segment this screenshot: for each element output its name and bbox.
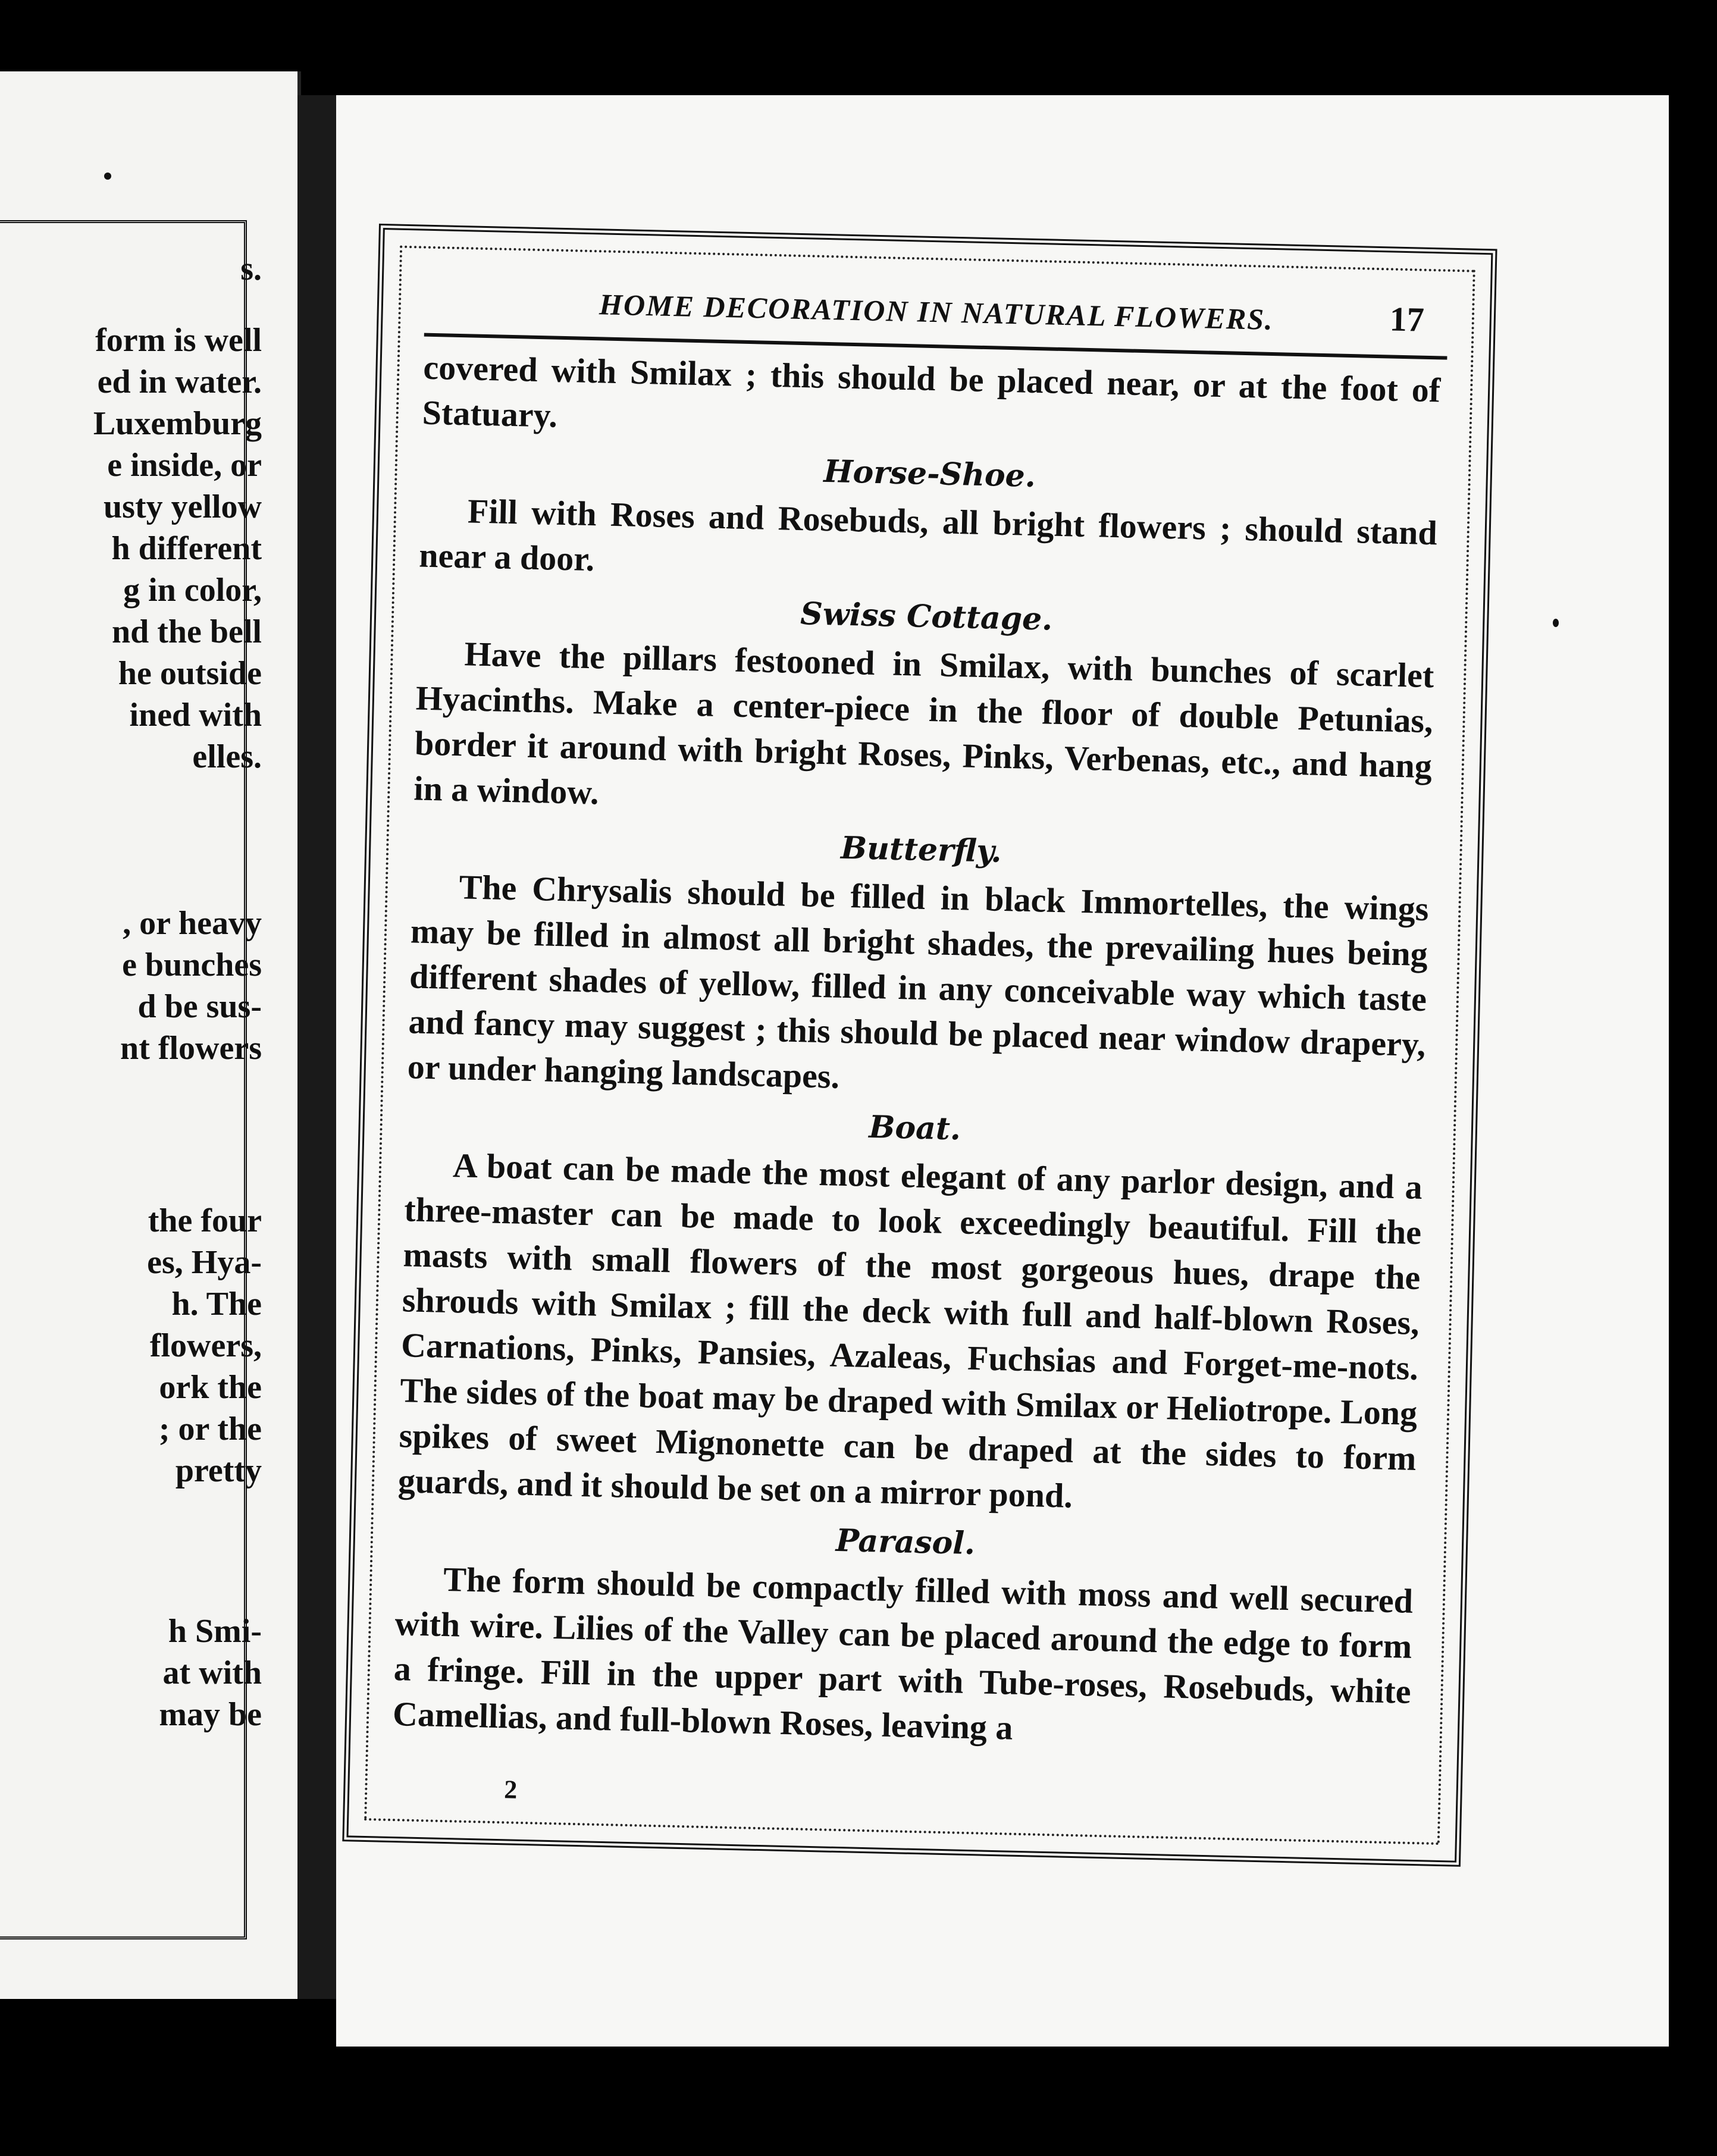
- left-page-line: h. The: [171, 1286, 262, 1323]
- section-heading: Swiss Cottage.: [800, 596, 1053, 638]
- left-page-line: s.: [240, 250, 262, 287]
- section-heading: Boat.: [868, 1108, 961, 1148]
- left-page-line: e bunches: [122, 947, 262, 983]
- left-page-line: ed in water.: [97, 363, 262, 400]
- left-page-line: usty yellow: [104, 488, 262, 525]
- left-facing-page: [0, 71, 301, 1999]
- ink-speck: [1553, 619, 1559, 627]
- section-heading: Butterfly.: [840, 829, 1002, 870]
- left-page-line: d be sus-: [137, 988, 262, 1025]
- paragraph: A boat can be made the most elegant of any parlor design, and a three-master can be made to look exceedingly beautiful. Fill the masts with small flowers of the most gorgeous hues, drape the shrouds with Smilax ; fill the deck with full and half-blown Roses, Carnations, Pinks, Pansies, Azaleas, Fuchsias and Forget-me-nots. The sides of the boat may be draped with Smilax or Heliotrope. Long spikes of sweet Mignonette can be draped at the sides to form guards, and it should be set on a mirror pond.: [397, 1146, 1423, 1515]
- left-page-line: form is well: [95, 322, 262, 359]
- left-page-line: e inside, or: [107, 447, 262, 484]
- left-page-line: he outside: [118, 655, 262, 692]
- body-text: [392, 345, 1441, 1760]
- paragraph: The Chrysalis should be filled in black Immortelles, the wings may be filled in almost all bright shades, the prevailing hues being different shades of yellow, filled in any conceivable way which taste and fancy may suggest ; this should be placed near window drapery, or under hanging landscapes.: [407, 867, 1430, 1096]
- left-page-line: Luxemburg: [93, 405, 262, 442]
- signature-mark: 2: [503, 1775, 518, 1804]
- left-page-line: pretty: [175, 1452, 262, 1489]
- paragraph: The form should be compactly filled with moss and well secured with wire. Lilies of the Valley can be placed around the edge to form a fringe. Fill in the upper part with Tube-roses, Rosebuds, white Camellias, and full-blown Roses, leaving a: [392, 1559, 1414, 1747]
- left-page-line: ; or the: [158, 1411, 262, 1447]
- paragraph: Have the pillars festooned in Smilax, with bunches of scarlet Hyacinths. Make a center-piece in the floor of double Petunias, border it around with bright Roses, Pinks, Verbenas, etc., and hang in a window.: [413, 634, 1434, 812]
- left-page-line: g in color,: [123, 572, 262, 609]
- ink-speck: [104, 173, 111, 180]
- paragraph: Fill with Roses and Rosebuds, all bright flowers ; should stand near a door.: [418, 491, 1438, 579]
- page-content: [314, 80, 1691, 2061]
- left-page-line: may be: [159, 1696, 262, 1733]
- left-page-line: h different: [111, 530, 262, 567]
- left-page-line: nd the bell: [111, 613, 262, 650]
- left-page-line: the four: [148, 1202, 262, 1239]
- section-heading: Horse-Shoe.: [823, 453, 1036, 495]
- left-page-line: h Smi-: [168, 1613, 262, 1650]
- ornamental-border: [342, 224, 1497, 1867]
- left-page-line: at with: [162, 1654, 262, 1691]
- right-page: [336, 95, 1669, 2047]
- running-head: HOME DECORATION IN NATURAL FLOWERS.: [599, 287, 1274, 337]
- left-page-line: ined with: [129, 697, 262, 734]
- left-page-line: elles.: [192, 738, 262, 775]
- left-page-line: nt flowers: [120, 1030, 262, 1067]
- section-heading: Parasol.: [835, 1522, 976, 1562]
- left-page-line: , or heavy: [123, 905, 262, 942]
- left-page-line: flowers,: [149, 1327, 262, 1364]
- page-number: 17: [1389, 299, 1425, 339]
- left-page-line: ork the: [159, 1369, 262, 1406]
- paragraph: covered with Smilax ; this should be placed near, or at the foot of Statuary.: [422, 347, 1441, 435]
- left-page-line: es, Hya-: [147, 1244, 262, 1281]
